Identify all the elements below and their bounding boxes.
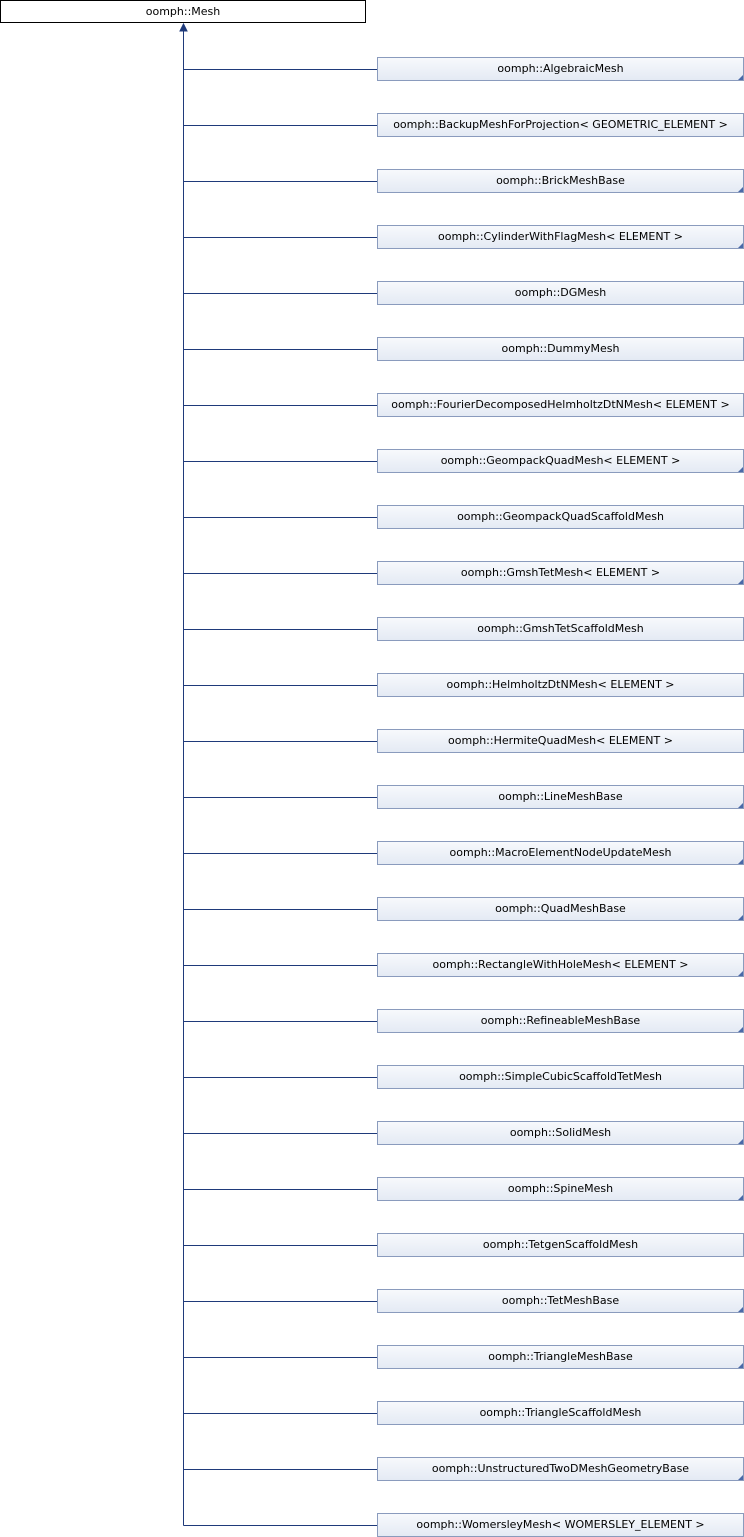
root-class-node[interactable]: oomph::Mesh [0,0,366,23]
more-subclasses-marker [738,859,743,864]
derived-class-node[interactable]: oomph::HelmholtzDtNMesh< ELEMENT > [377,673,744,697]
more-subclasses-marker [738,803,743,808]
derived-class-node[interactable]: oomph::HermiteQuadMesh< ELEMENT > [377,729,744,753]
more-subclasses-marker [738,1363,743,1368]
more-subclasses-marker [738,1307,743,1312]
more-subclasses-marker [738,579,743,584]
derived-class-node[interactable]: oomph::BackupMeshForProjection< GEOMETRIC_ELEMENT > [377,113,744,137]
derived-class-node[interactable]: oomph::GeompackQuadScaffoldMesh [377,505,744,529]
derived-class-node[interactable]: oomph::LineMeshBase [377,785,744,809]
derived-class-node[interactable]: oomph::WomersleyMesh< WOMERSLEY_ELEMENT > [377,1513,744,1537]
derived-class-node[interactable]: oomph::TriangleScaffoldMesh [377,1401,744,1425]
derived-class-node[interactable]: oomph::AlgebraicMesh [377,57,744,81]
derived-class-node[interactable]: oomph::DummyMesh [377,337,744,361]
derived-class-node[interactable]: oomph::DGMesh [377,281,744,305]
derived-class-node[interactable]: oomph::TetgenScaffoldMesh [377,1233,744,1257]
derived-class-node[interactable]: oomph::TriangleMeshBase [377,1345,744,1369]
derived-class-node[interactable]: oomph::BrickMeshBase [377,169,744,193]
derived-class-node[interactable]: oomph::TetMeshBase [377,1289,744,1313]
more-subclasses-marker [738,75,743,80]
derived-class-node[interactable]: oomph::RectangleWithHoleMesh< ELEMENT > [377,953,744,977]
derived-class-node[interactable]: oomph::SpineMesh [377,1177,744,1201]
derived-class-node[interactable]: oomph::SolidMesh [377,1121,744,1145]
derived-class-node[interactable]: oomph::GmshTetScaffoldMesh [377,617,744,641]
derived-class-node[interactable]: oomph::GeompackQuadMesh< ELEMENT > [377,449,744,473]
derived-class-node[interactable]: oomph::GmshTetMesh< ELEMENT > [377,561,744,585]
more-subclasses-marker [738,1027,743,1032]
derived-class-node[interactable]: oomph::FourierDecomposedHelmholtzDtNMesh< ELEMENT > [377,393,744,417]
more-subclasses-marker [738,915,743,920]
more-subclasses-marker [738,971,743,976]
more-subclasses-marker [738,243,743,248]
derived-class-node[interactable]: oomph::RefineableMeshBase [377,1009,744,1033]
derived-class-node[interactable]: oomph::UnstructuredTwoDMeshGeometryBase [377,1457,744,1481]
more-subclasses-marker [738,467,743,472]
more-subclasses-marker [738,1195,743,1200]
derived-class-node[interactable]: oomph::SimpleCubicScaffoldTetMesh [377,1065,744,1089]
derived-class-node[interactable]: oomph::QuadMeshBase [377,897,744,921]
derived-class-node[interactable]: oomph::CylinderWithFlagMesh< ELEMENT > [377,225,744,249]
more-subclasses-marker [738,187,743,192]
derived-class-node[interactable]: oomph::MacroElementNodeUpdateMesh [377,841,744,865]
inheritance-arrowhead [180,24,187,31]
more-subclasses-marker [738,1139,743,1144]
more-subclasses-marker [738,1475,743,1480]
